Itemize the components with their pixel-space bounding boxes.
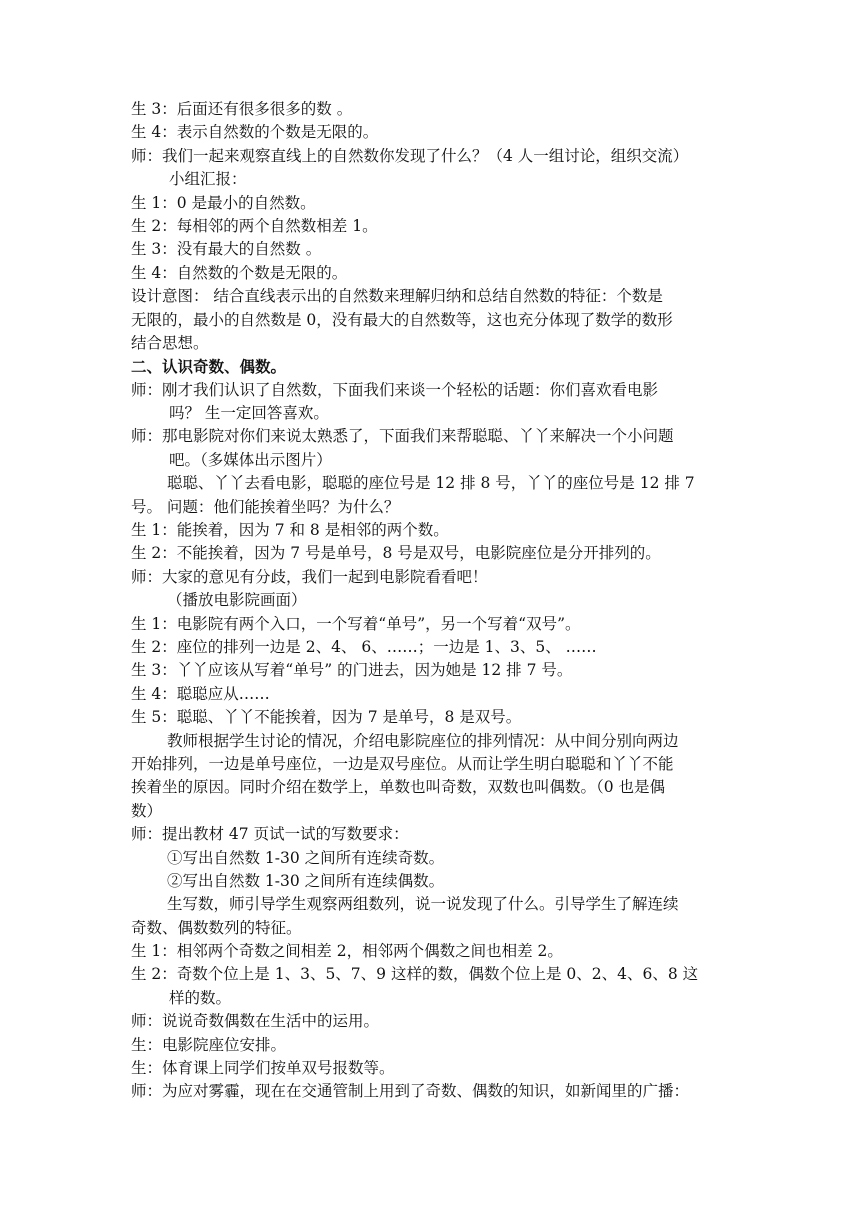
text-line: 生 1：能挨着，因为 7 和 8 是相邻的两个数。 <box>131 521 449 540</box>
text-line: 挨着坐的原因。同时介绍在数学上，单数也叫奇数，双数也叫偶数。（0 也是偶 <box>131 778 666 797</box>
text-line: 师：为应对雾霾，现在在交通管制上用到了奇数、偶数的知识，如新闻里的广播： <box>131 1082 690 1101</box>
text-line: 生 4：聪聪应从…… <box>131 684 270 703</box>
text-line: 师：刚才我们认识了自然数，下面我们来谈一个轻松的话题：你们喜欢看电影 <box>131 380 659 399</box>
text-line: ①写出自然数 1-30 之间所有连续奇数。 <box>167 848 445 867</box>
text-line: 数） <box>131 801 163 820</box>
text-line: 样的数。 <box>169 988 232 1007</box>
text-line: 生 1：0 是最小的自然数。 <box>131 193 316 212</box>
text-line: 生 2：每相邻的两个自然数相差 1。 <box>131 216 378 235</box>
text-line: 师：大家的意见有分歧，我们一起到电影院看看吧！ <box>131 567 488 586</box>
text-line: 无限的，最小的自然数是 0，没有最大的自然数等，这也充分体现了数学的数形 <box>131 310 673 329</box>
text-line: 师：说说奇数偶数在生活中的运用。 <box>131 1012 380 1031</box>
text-line: 生写数，师引导学生观察两组数列，说一说发现了什么。引导学生了解连续 <box>167 895 679 914</box>
text-line: 吧。（多媒体出示图片） <box>169 450 332 469</box>
text-line: 小组汇报： <box>169 170 247 189</box>
text-line: 开始排列，一边是单号座位，一边是双号座位。从而让学生明白聪聪和丫丫不能 <box>131 754 674 773</box>
text-line: 生 4：表示自然数的个数是无限的。 <box>131 123 379 142</box>
text-line: 师：我们一起来观察直线上的自然数你发现了什么？（4 人一组讨论，组织交流） <box>131 146 689 165</box>
document-page <box>131 98 737 1104</box>
text-line: 号。 问题：他们能挨着坐吗？为什么？ <box>131 497 400 516</box>
text-line: 结合思想。 <box>131 333 209 352</box>
text-line: ②写出自然数 1-30 之间所有连续偶数。 <box>167 871 445 890</box>
text-line: 生 4：自然数的个数是无限的。 <box>131 263 348 282</box>
text-line: 生：体育课上同学们按单双号报数等。 <box>131 1059 395 1078</box>
text-line: 生 2：座位的排列一边是 2、4、 6、……；一边是 1、3、5、 …… <box>131 637 597 656</box>
text-line: 设计意图： 结合直线表示出的自然数来理解归纳和总结自然数的特征：个数是 <box>131 287 663 306</box>
section-heading: 二、认识奇数、偶数。 <box>131 357 287 377</box>
text-line: 师：提出教材 47 页试一试的写数要求： <box>131 825 409 844</box>
text-line: 师：那电影院对你们来说太熟悉了，下面我们来帮聪聪、丫丫来解决一个小问题 <box>131 427 674 446</box>
text-line: 生 2：奇数个位上是 1、3、5、7、9 这样的数，偶数个位上是 0、2、4、6、8 这 <box>131 965 699 984</box>
text-line: 生 3：丫丫应该从写着“单号” 的门进去，因为她是 12 排 7 号。 <box>131 661 573 680</box>
text-line: 生 5：聪聪、丫丫不能挨着，因为 7 是单号，8 是双号。 <box>131 708 522 727</box>
text-line: 教师根据学生讨论的情况，介绍电影院座位的排列情况：从中间分别向两边 <box>167 731 679 750</box>
text-line: 聪聪、丫丫去看电影，聪聪的座位号是 12 排 8 号，丫丫的座位号是 12 排 7 <box>167 474 695 493</box>
text-line: 奇数、偶数数列的特征。 <box>131 918 302 937</box>
text-line: 生 3：没有最大的自然数 。 <box>131 240 322 259</box>
text-line: 生 3：后面还有很多很多的数 。 <box>131 100 353 118</box>
text-line: 生 1：电影院有两个入口，一个写着“单号”，另一个写着“双号”。 <box>131 614 581 633</box>
text-line: 生 1：相邻两个奇数之间相差 2，相邻两个偶数之间也相差 2。 <box>131 942 563 961</box>
text-line: 吗？ 生一定回答喜欢。 <box>169 404 329 423</box>
text-line: 生 2：不能挨着，因为 7 号是单号，8 号是双号，电影院座位是分开排列的。 <box>131 544 661 563</box>
text-line: （播放电影院画面） <box>167 591 307 610</box>
text-line: 生：电影院座位安排。 <box>131 1035 287 1054</box>
